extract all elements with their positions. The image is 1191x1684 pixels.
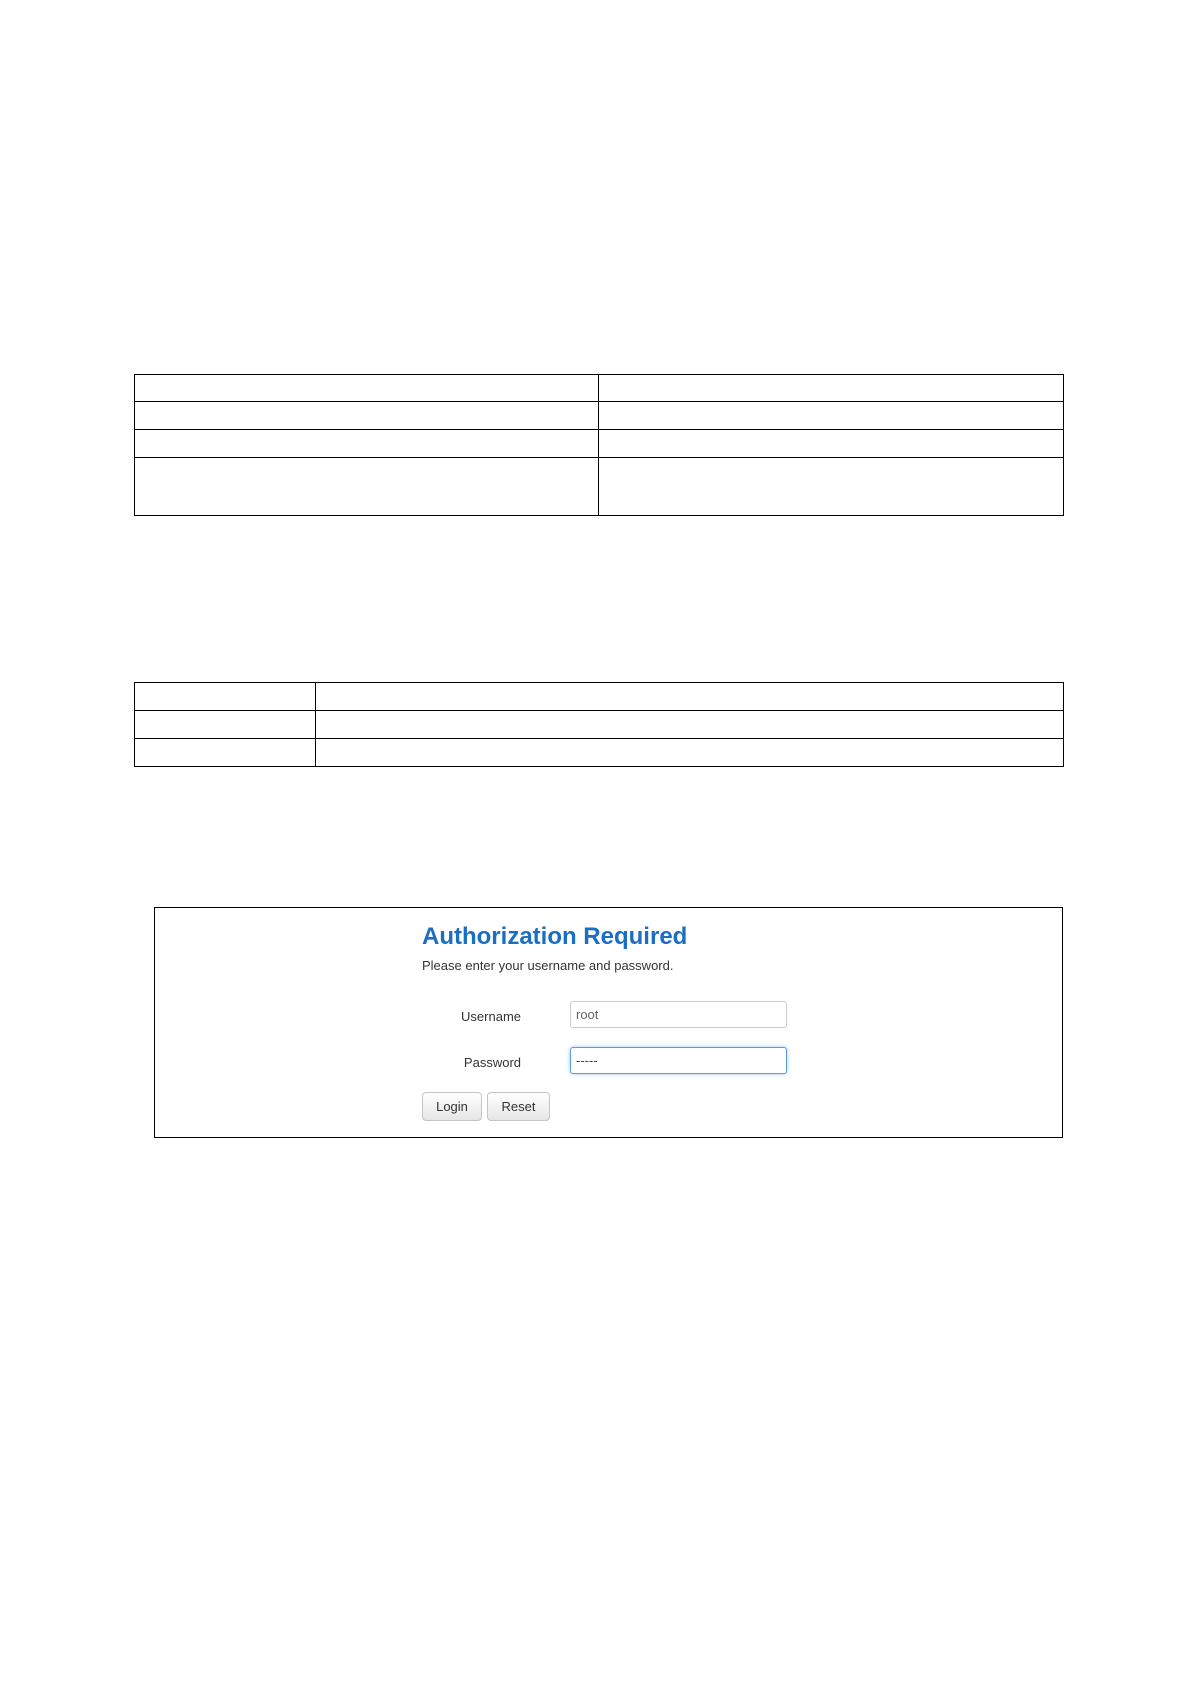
table-cell (316, 711, 1064, 739)
table-cell (599, 375, 1064, 402)
table-cell (316, 683, 1064, 711)
table-row (135, 711, 1064, 739)
table-row (135, 739, 1064, 767)
password-input[interactable] (570, 1047, 787, 1074)
table-cell (135, 739, 316, 767)
table-cell (135, 711, 316, 739)
login-screenshot-frame (154, 907, 1063, 1138)
table-cell (599, 430, 1064, 458)
table-row (135, 683, 1064, 711)
auth-title: Authorization Required (422, 923, 688, 950)
table-cell (135, 375, 599, 402)
table-cell (135, 683, 316, 711)
table-row (135, 430, 1064, 458)
password-label: Password (463, 1055, 521, 1070)
username-label: Username (461, 1009, 521, 1024)
table-cell (135, 458, 599, 516)
table-cell (599, 402, 1064, 430)
table-cell (316, 739, 1064, 767)
table-cell (599, 458, 1064, 516)
table-cell (135, 402, 599, 430)
table-row (135, 458, 1064, 516)
login-button[interactable]: Login (422, 1092, 482, 1121)
table-row (135, 375, 1064, 402)
username-input[interactable] (570, 1001, 787, 1028)
table-row (135, 402, 1064, 430)
table-cell (135, 430, 599, 458)
auth-subtitle: Please enter your username and password. (422, 958, 674, 973)
empty-table-2 (134, 682, 1064, 767)
reset-button[interactable]: Reset (487, 1092, 550, 1121)
empty-table-1 (134, 374, 1064, 516)
